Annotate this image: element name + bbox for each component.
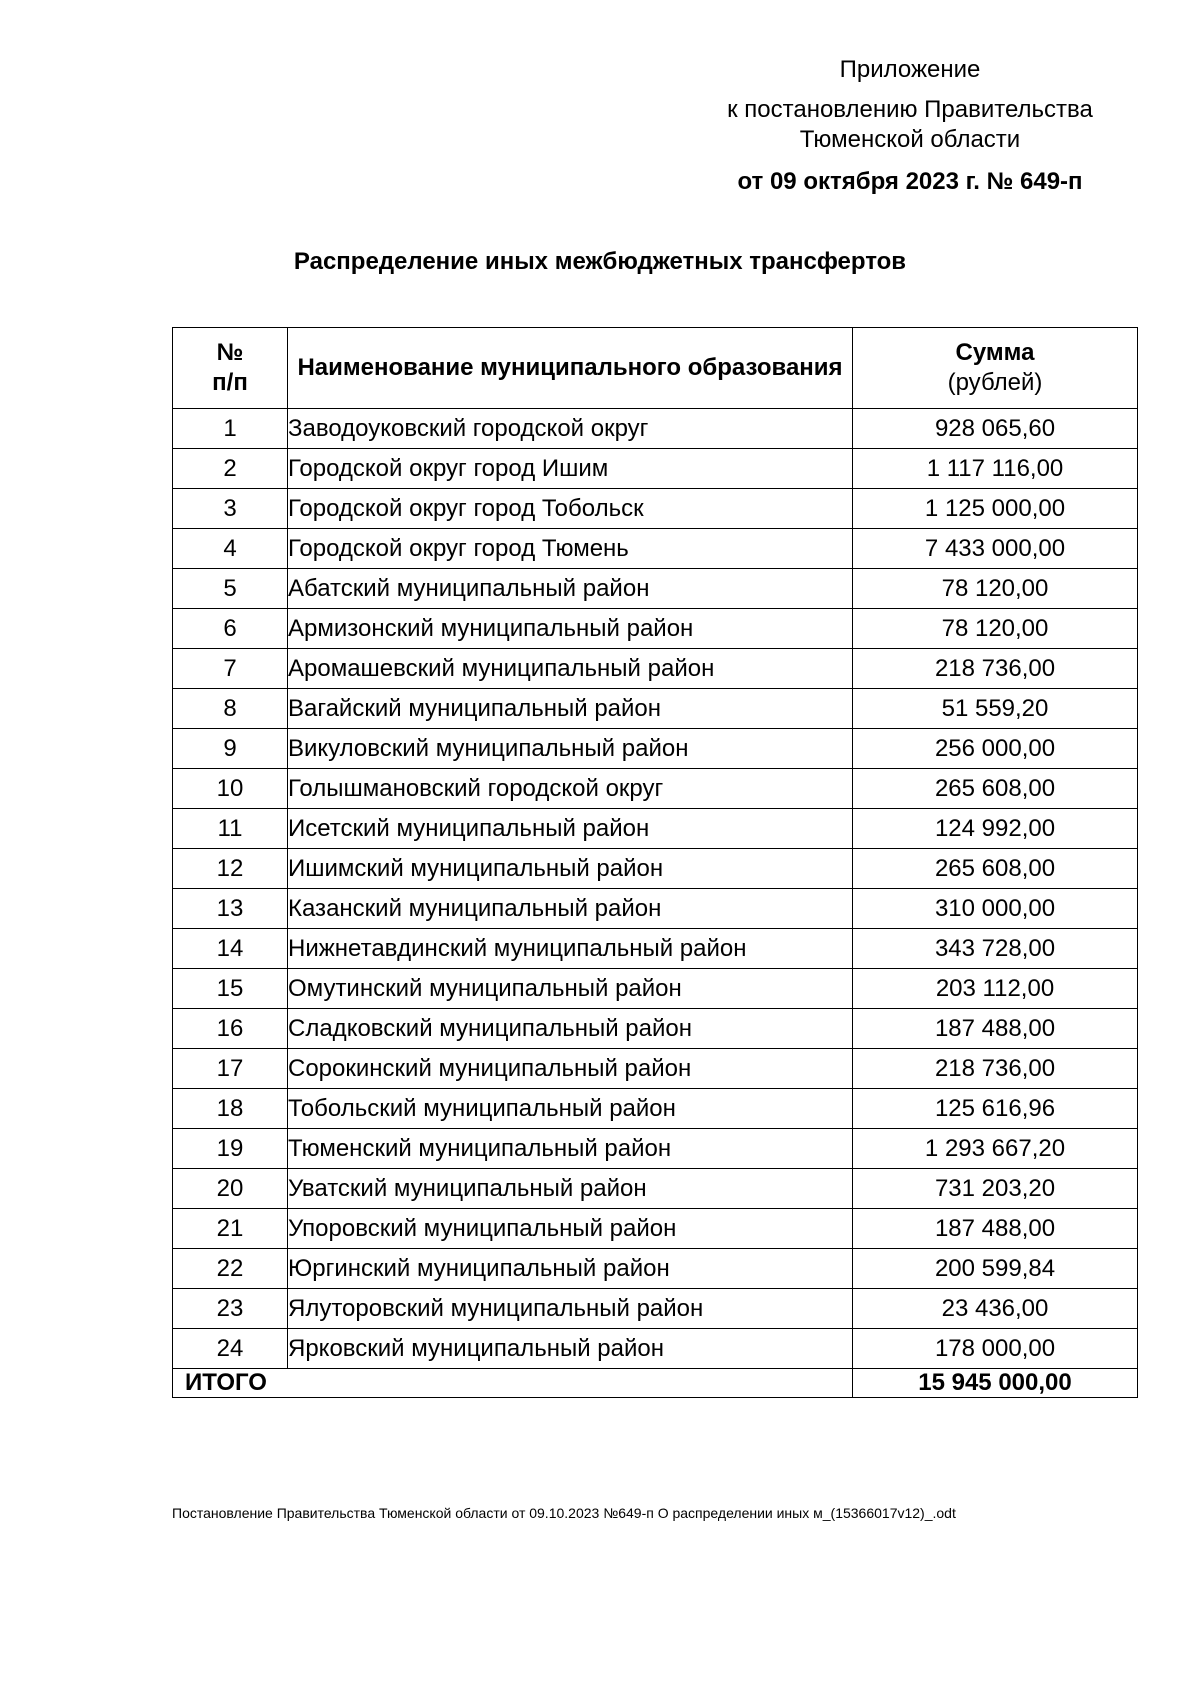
row-number: 10 (173, 769, 288, 809)
row-sum: 187 488,00 (853, 1209, 1138, 1249)
row-name: Тюменский муниципальный район (288, 1129, 853, 1169)
row-name: Омутинский муниципальный район (288, 969, 853, 1009)
table-row (173, 649, 1138, 689)
header-name-text: Наименование муниципального образования (297, 354, 843, 381)
row-sum: 23 436,00 (853, 1289, 1138, 1329)
row-name: Ялуторовский муниципальный район (288, 1289, 853, 1329)
row-number: 19 (173, 1129, 288, 1169)
row-name: Исетский муниципальный район (288, 809, 853, 849)
row-number: 18 (173, 1089, 288, 1129)
file-footer: Постановление Правительства Тюменской области от 09.10.2023 №649-п О распределении иных м_(15366017v12)_.odt (172, 1505, 956, 1521)
table-row (173, 969, 1138, 1009)
table-row (173, 1169, 1138, 1209)
header-sum (853, 328, 1138, 409)
total-label: ИТОГО (173, 1369, 853, 1398)
row-name: Нижнетавдинский муниципальный район (288, 929, 853, 969)
table-row (173, 849, 1138, 889)
row-sum: 265 608,00 (853, 769, 1138, 809)
row-number: 8 (173, 689, 288, 729)
table-row (173, 729, 1138, 769)
row-sum: 187 488,00 (853, 1009, 1138, 1049)
row-sum: 1 117 116,00 (853, 449, 1138, 489)
row-sum: 218 736,00 (853, 1049, 1138, 1089)
table-row (173, 1249, 1138, 1289)
row-name: Юргинский муниципальный район (288, 1249, 853, 1289)
table-row (173, 1129, 1138, 1169)
row-name: Ярковский муниципальный район (288, 1329, 853, 1369)
table-row (173, 489, 1138, 529)
decree-reference: от 09 октября 2023 г. № 649-п (737, 168, 1083, 195)
row-sum: 731 203,20 (853, 1169, 1138, 1209)
row-name: Уватский муниципальный район (288, 1169, 853, 1209)
row-number: 23 (173, 1289, 288, 1329)
header-name (288, 328, 853, 409)
transfers-table (172, 327, 1138, 1398)
table-row (173, 689, 1138, 729)
row-number: 21 (173, 1209, 288, 1249)
row-sum: 218 736,00 (853, 649, 1138, 689)
appendix-line-2: Тюменской области (799, 126, 1021, 153)
row-number: 2 (173, 449, 288, 489)
table-row (173, 889, 1138, 929)
row-number: 12 (173, 849, 288, 889)
row-sum: 200 599,84 (853, 1249, 1138, 1289)
table-body (173, 409, 1138, 1369)
header-sum-line-1: Сумма (955, 339, 1035, 366)
header-number-line-1: № (216, 339, 244, 366)
table-row (173, 1089, 1138, 1129)
row-sum: 178 000,00 (853, 1329, 1138, 1369)
row-name: Городской округ город Ишим (288, 449, 853, 489)
row-sum: 265 608,00 (853, 849, 1138, 889)
row-number: 5 (173, 569, 288, 609)
row-number: 6 (173, 609, 288, 649)
row-number: 1 (173, 409, 288, 449)
table-row (173, 809, 1138, 849)
table-row (173, 1009, 1138, 1049)
row-number: 4 (173, 529, 288, 569)
row-number: 20 (173, 1169, 288, 1209)
table-row (173, 1049, 1138, 1089)
row-name: Заводоуковский городской округ (288, 409, 853, 449)
row-name: Тобольский муниципальный район (288, 1089, 853, 1129)
total-row (173, 1369, 1138, 1398)
row-number: 24 (173, 1329, 288, 1369)
table-row (173, 529, 1138, 569)
appendix-label: Приложение (839, 56, 981, 83)
row-sum: 124 992,00 (853, 809, 1138, 849)
table-row (173, 1209, 1138, 1249)
row-name: Казанский муниципальный район (288, 889, 853, 929)
row-number: 11 (173, 809, 288, 849)
row-sum: 1 293 667,20 (853, 1129, 1138, 1169)
table-row (173, 1289, 1138, 1329)
row-name: Городской округ город Тюмень (288, 529, 853, 569)
table-row (173, 449, 1138, 489)
appendix-block (700, 55, 1120, 197)
table-row (173, 1329, 1138, 1369)
row-sum: 928 065,60 (853, 409, 1138, 449)
row-sum: 203 112,00 (853, 969, 1138, 1009)
row-number: 3 (173, 489, 288, 529)
row-number: 17 (173, 1049, 288, 1089)
row-number: 7 (173, 649, 288, 689)
table-row (173, 569, 1138, 609)
row-sum: 343 728,00 (853, 929, 1138, 969)
row-sum: 310 000,00 (853, 889, 1138, 929)
document-title: Распределение иных межбюджетных трансфертов (293, 248, 907, 275)
row-number: 16 (173, 1009, 288, 1049)
header-number-line-2: п/п (212, 369, 248, 396)
row-name: Сорокинский муниципальный район (288, 1049, 853, 1089)
table-header-row (173, 328, 1138, 409)
row-number: 22 (173, 1249, 288, 1289)
table-row (173, 929, 1138, 969)
row-sum: 78 120,00 (853, 569, 1138, 609)
row-sum: 125 616,96 (853, 1089, 1138, 1129)
row-name: Армизонский муниципальный район (288, 609, 853, 649)
row-name: Сладковский муниципальный район (288, 1009, 853, 1049)
row-name: Голышмановский городской округ (288, 769, 853, 809)
row-name: Городской округ город Тобольск (288, 489, 853, 529)
row-sum: 51 559,20 (853, 689, 1138, 729)
row-name: Вагайский муниципальный район (288, 689, 853, 729)
table-row (173, 769, 1138, 809)
appendix-line-1: к постановлению Правительства (727, 96, 1093, 123)
row-number: 15 (173, 969, 288, 1009)
row-name: Ишимский муниципальный район (288, 849, 853, 889)
row-number: 14 (173, 929, 288, 969)
row-sum: 78 120,00 (853, 609, 1138, 649)
row-name: Абатский муниципальный район (288, 569, 853, 609)
row-sum: 256 000,00 (853, 729, 1138, 769)
row-name: Аромашевский муниципальный район (288, 649, 853, 689)
row-number: 9 (173, 729, 288, 769)
row-name: Викуловский муниципальный район (288, 729, 853, 769)
row-sum: 1 125 000,00 (853, 489, 1138, 529)
table-row (173, 409, 1138, 449)
table-row (173, 609, 1138, 649)
row-sum: 7 433 000,00 (853, 529, 1138, 569)
row-number: 13 (173, 889, 288, 929)
total-sum: 15 945 000,00 (853, 1369, 1138, 1398)
row-name: Упоровский муниципальный район (288, 1209, 853, 1249)
header-sum-line-2: (рублей) (947, 369, 1043, 396)
header-number (173, 328, 288, 409)
